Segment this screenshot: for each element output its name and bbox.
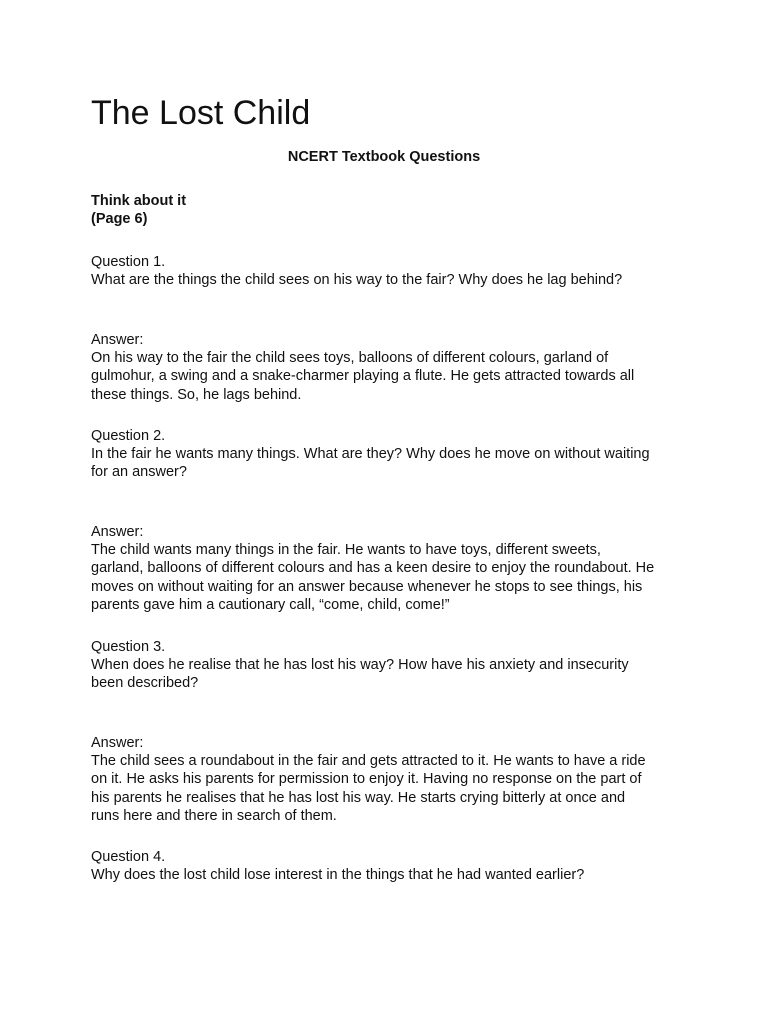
- answer-text-line: garland, balloons of different colours and has a keen desire to enjoy the roundabout. He: [91, 560, 655, 577]
- question-text-line: What are the things the child sees on his way to the fair? Why does he lag behind?: [91, 272, 623, 289]
- answer-text-line: on it. He asks his parents for permission to enjoy it. Having no response on the part of: [91, 771, 642, 788]
- question-text-line: When does he realise that he has lost his way? How have his anxiety and insecurity: [91, 657, 629, 674]
- question-text-line: for an answer?: [91, 464, 187, 481]
- answer-2: [91, 523, 691, 614]
- answer-text-line: these things. So, he lags behind.: [91, 386, 302, 403]
- question-text-line: been described?: [91, 675, 199, 692]
- answer-text-line: gulmohur, a swing and a snake-charmer playing a flute. He gets attracted towards all: [91, 368, 635, 385]
- answer-text-line: The child wants many things in the fair. He wants to have toys, different sweets,: [91, 542, 601, 559]
- question-3: [91, 638, 691, 693]
- answer-label: Answer:: [91, 332, 144, 348]
- answer-text-line: On his way to the fair the child sees toys, balloons of different colours, garland of: [91, 350, 609, 367]
- question-label: Question 1.: [91, 254, 166, 270]
- answer-text-line: his parents he realises that he has lost his way. He starts crying bitterly at once and: [91, 789, 626, 806]
- answer-text-line: The child sees a roundabout in the fair and gets attracted to it. He wants to have a ride: [91, 753, 646, 770]
- answer-text-line: parents gave him a cautionary call, “come, child, come!”: [91, 596, 450, 613]
- question-4: [91, 848, 691, 884]
- question-1: [91, 253, 691, 289]
- section-heading: Think about it: [91, 193, 187, 209]
- document-title: The Lost Child: [91, 94, 311, 132]
- answer-label: Answer:: [91, 524, 144, 540]
- question-text-line: In the fair he wants many things. What are they? Why does he move on without waiting: [91, 446, 650, 463]
- question-label: Question 2.: [91, 428, 166, 444]
- document-subtitle: NCERT Textbook Questions: [287, 149, 481, 165]
- question-text-line: Why does the lost child lose interest in the things that he had wanted earlier?: [91, 867, 585, 884]
- section-heading-block: [91, 192, 691, 228]
- section-page-ref: (Page 6): [91, 211, 148, 228]
- question-label: Question 3.: [91, 639, 166, 655]
- answer-text-line: runs here and there in search of them.: [91, 807, 337, 824]
- answer-text-line: moves on without waiting for an answer because whenever he stops to see things, his: [91, 578, 643, 595]
- answer-label: Answer:: [91, 735, 144, 751]
- answer-3: [91, 734, 691, 825]
- answer-1: [91, 331, 691, 404]
- question-2: [91, 427, 691, 482]
- question-label: Question 4.: [91, 849, 166, 865]
